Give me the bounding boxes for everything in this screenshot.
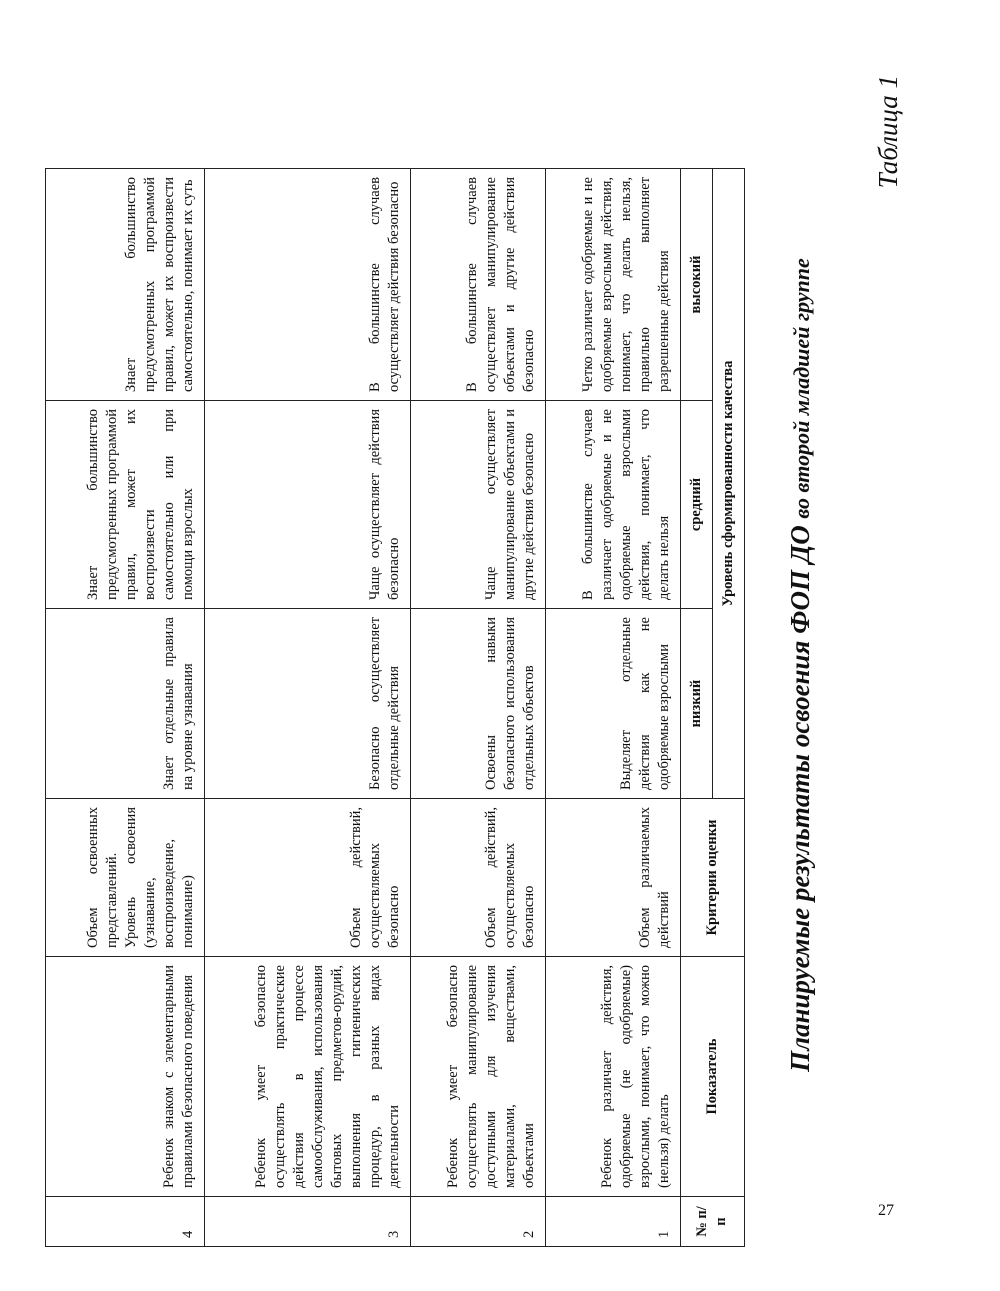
cell-num: 2 [411,1197,546,1247]
cell-medium: Чаще осуществляет манипулирование объектами и другие действия безопасно [411,401,546,609]
cell-medium: Чаще осуществляет действия безопасно [204,401,410,609]
header-criteria: Критерии оценки [681,799,745,957]
title-small: во второй младшей группе [789,258,814,519]
rotated-page [45,75,955,1255]
cell-high: В большинстве случаев осуществляет манипулирование объектами и другие действия безопасно [411,169,546,401]
table-row [411,169,546,1247]
cell-num: 1 [546,1197,681,1247]
cell-criteria: Объем освоенных представлений. Уровень освоения (узнавание, воспроизведение, понимание) [46,799,205,957]
header-indicator: Показатель [681,957,745,1197]
cell-indicator: Ребенок знаком с элементарными правилами безопасного поведения [46,957,205,1197]
table-row [204,169,410,1247]
header-num: № п/п [681,1197,745,1247]
cell-medium: В большинстве случаев различает одобряемые и не одобряемые взрослыми действия, понимает, что делать нельзя [546,401,681,609]
table-row [546,169,681,1247]
header-row-1 [713,169,745,1247]
title-main: Планируемые результаты освоения ФОП ДО [785,525,815,1072]
cell-criteria: Объем действий, осуществляемых безопасно [204,799,410,957]
cell-criteria: Объем действий, осуществляемых безопасно [411,799,546,957]
cell-num: 3 [204,1197,410,1247]
cell-low: Знает отдельные правила на уровне узнавания [46,609,205,799]
header-level-group: Уровень сформированности качества [713,169,745,799]
cell-indicator: Ребенок умеет безопасно осуществлять манипулирование доступными для изучения материалами, веществами, объектами [411,957,546,1197]
table-label: Таблица 1 [873,75,903,189]
cell-low: Освоены навыки безопасного использования отдельных объектов [411,609,546,799]
page-title [785,75,816,1255]
table-row [46,169,205,1247]
cell-high: Четко различает одобряемые и не одобряемые взрослыми действия, понимает, что делать нельзя, правильно выполняет разрешенные действия [546,169,681,401]
header-high: высокий [681,169,713,401]
cell-low: Безопасно осуществляет отдельные действия [204,609,410,799]
cell-medium: Знает большинство предусмотренных программой правил, может их воспроизвести самостоятельно или при помощи взрослых [46,401,205,609]
header-medium: средний [681,401,713,609]
page-number: 27 [878,1202,894,1219]
cell-num: 4 [46,1197,205,1247]
cell-low: Выделяет отдельные действия как не одобряемые взрослыми [546,609,681,799]
cell-high: Знает большинство предусмотренных программой правил, может их воспроизвести самостоятельно, понимает их суть [46,169,205,401]
header-low: низкий [681,609,713,799]
cell-indicator: Ребенок различает действия, одобряемые (не одобряемые) взрослыми, понимает, что можно (нельзя) делать [546,957,681,1197]
cell-high: В большинстве случаев осуществляет действия безопасно [204,169,410,401]
cell-criteria: Объем различаемых действий [546,799,681,957]
results-table [45,168,745,1247]
cell-indicator: Ребенок умеет безопасно осуществлять практические действия в процессе самообслуживания, использования бытовых предметов-орудий, выполнения гигиенических процедур, в разных видах деятельности [204,957,410,1197]
